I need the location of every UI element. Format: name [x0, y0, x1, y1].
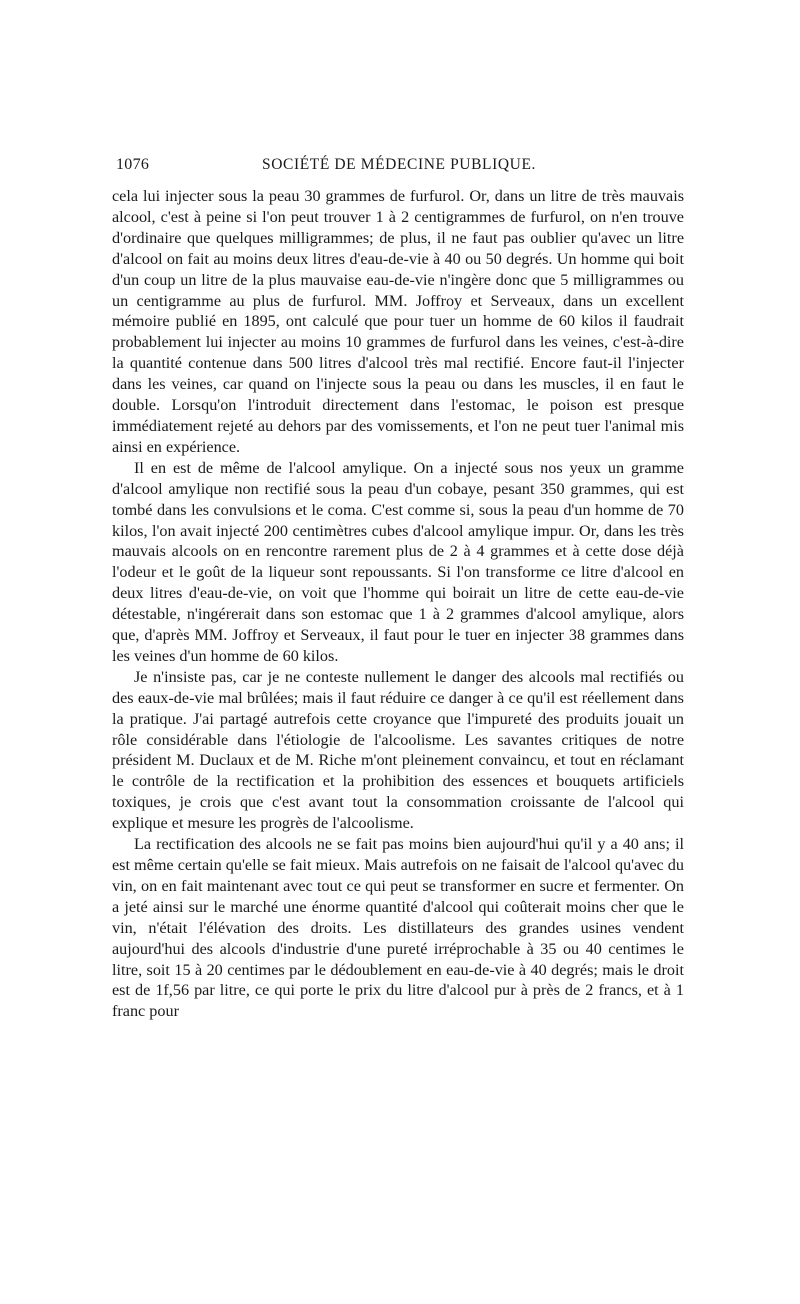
- body-text: [112, 186, 684, 1022]
- book-page: [112, 150, 684, 1022]
- running-title: SOCIÉTÉ DE MÉDECINE PUBLIQUE.: [262, 156, 536, 173]
- paragraph-1: cela lui injecter sous la peau 30 grammes de furfurol. Or, dans un litre de très mauvais alcool, c'est à peine si l'on peut trouver 1 à 2 centigrammes de furfurol, on n'en trouve d'ordinaire que quelques milligrammes; de plus, il ne faut pas oublier qu'avec un litre d'alcool on fait au moins deux litres d'eau-de-vie à 40 ou 50 degrés. Un homme qui boit d'un coup un litre de la plus mauvaise eau-de-vie n'ingère donc que 5 milligrammes ou un centigramme au plus de furfurol. MM. Joffroy et Serveaux, dans un excellent mémoire publié en 1895, ont calculé que pour tuer un homme de 60 kilos il faudrait probablement lui injecter au moins 10 grammes de furfurol dans les veines, c'est-à-dire la quantité contenue dans 500 litres d'alcool très mal rectifié. Encore faut-il l'injecter dans les veines, car quand on l'injecte sous la peau ou dans les muscles, il en faut le double. Lorsqu'on l'introduit directement dans l'estomac, le poison est presque immédiatement rejeté au dehors par des vomissements, et l'on ne peut tuer l'animal mis ainsi en expérience.: [112, 187, 684, 456]
- paragraph-2: Il en est de même de l'alcool amylique. On a injecté sous nos yeux un gramme d'alcool amylique non rectifié sous la peau d'un cobaye, pesant 350 grammes, qui est tombé dans les convulsions et le coma. C'est comme si, sous la peau d'un homme de 70 kilos, l'on avait injecté 200 centimètres cubes d'alcool amylique impur. Or, dans les très mauvais alcools on en rencontre rarement plus de 2 à 4 grammes et à cette dose déjà l'odeur et le goût de la liqueur sont repoussants. Si l'on transforme ce litre d'alcool en deux litres d'eau-de-vie, on voit que l'homme qui boirait un litre de cette eau-de-vie détestable, n'ingérerait dans son estomac que 1 à 2 grammes d'alcool amylique, alors que, d'après MM. Joffroy et Serveaux, il faut pour le tuer en injecter 38 grammes dans les veines d'un homme de 60 kilos.: [112, 458, 684, 665]
- paragraph-4: La rectification des alcools ne se fait pas moins bien aujourd'hui qu'il y a 40 ans; il est même certain qu'elle se fait mieux. Mais autrefois on ne faisait de l'alcool qu'avec du vin, on en fait maintenant avec tout ce qui peut se transformer en sucre et fermenter. On a jeté ainsi sur le marché une énorme quantité d'alcool qui coûterait moins cher que le vin, n'était l'élévation des droits. Les distillateurs des grandes usines vendent aujourd'hui des alcools d'industrie d'une pureté irréprochable à 35 ou 40 centimes le litre, soit 15 à 20 centimes par le dédoublement en eau-de-vie à 40 degrés; mais le droit est de 1f,56 par litre, ce qui porte le prix du litre d'alcool pur à près de 2 francs, et à 1 franc pour: [112, 835, 684, 1021]
- paragraph-3: Je n'insiste pas, car je ne conteste nullement le danger des alcools mal rectifiés ou des eaux-de-vie mal brûlées; mais il faut réduire ce danger à ce qu'il est réellement dans la pratique. J'ai partagé autrefois cette croyance que l'impureté des produits jouait un rôle considérable dans l'étiologie de l'alcoolisme. Les savantes critiques de notre président M. Duclaux et de M. Riche m'ont pleinement convaincu, et tout en réclamant le contrôle de la rectification et la prohibition des essences et bouquets artificiels toxiques, je crois que c'est avant tout la consommation croissante de l'alcool qui explique et mesure les progrès de l'alcoolisme.: [112, 667, 684, 833]
- page-number: 1076: [116, 156, 150, 173]
- page-header: [112, 150, 684, 180]
